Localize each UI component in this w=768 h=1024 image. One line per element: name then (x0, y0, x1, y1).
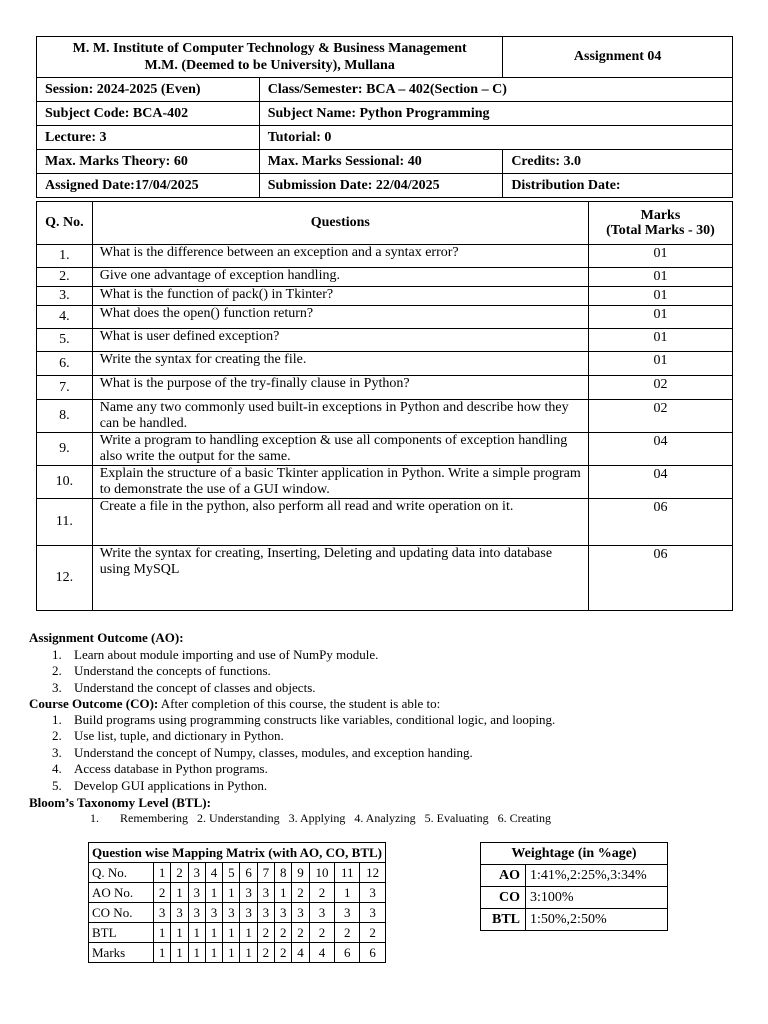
table-row (37, 329, 733, 352)
question-number: 8. (37, 400, 93, 433)
list-item: 5. Develop GUI applications in Python. (52, 777, 268, 793)
mapping-cell: 1 (275, 883, 292, 903)
mapping-cell: 3 (223, 903, 240, 923)
question-text: What does the open() function return? (92, 306, 588, 329)
co-heading-line (29, 696, 440, 712)
mapping-cell: 3 (171, 903, 188, 923)
table-row (37, 546, 733, 611)
mapping-cell: 11 (335, 863, 360, 883)
question-marks: 02 (588, 400, 732, 433)
question-marks: 01 (588, 287, 732, 306)
question-number: 12. (37, 546, 93, 611)
mapping-cell: 1 (171, 943, 188, 963)
mapping-cell: 5 (223, 863, 240, 883)
mapping-cell: 3 (292, 903, 309, 923)
mapping-cell: 3 (257, 883, 274, 903)
mapping-cell: 2 (335, 923, 360, 943)
mapping-cell: 2 (309, 923, 335, 943)
list-item-text: Understand the concepts of functions. (74, 663, 271, 679)
col-header-marks-line2: (Total Marks - 30) (606, 223, 715, 238)
btl-level: 1. Remembering (90, 811, 188, 825)
mapping-matrix (88, 842, 386, 963)
mapping-cell: 2 (275, 923, 292, 943)
mapping-cell: 1 (223, 923, 240, 943)
credits: Credits: 3.0 (503, 150, 733, 174)
table-row (481, 887, 668, 909)
mapping-cell: 6 (240, 863, 257, 883)
question-text: Write a program to handling exception & use all components of exception handling also write the output for the same. (92, 433, 588, 466)
mapping-row-label: AO No. (89, 883, 154, 903)
mapping-cell: 3 (188, 863, 205, 883)
weightage-value: 1:41%,2:25%,3:34% (526, 865, 668, 887)
header-table (36, 36, 733, 198)
list-item-text: Use list, tuple, and dictionary in Python. (74, 728, 284, 744)
mapping-cell: 1 (188, 943, 205, 963)
btl-level: 2. Understanding (196, 811, 280, 825)
mapping-cell: 2 (292, 883, 309, 903)
mapping-cell: 3 (240, 883, 257, 903)
table-row (89, 863, 386, 883)
table-row (37, 400, 733, 433)
mapping-cell: 1 (335, 883, 360, 903)
weightage-key: CO (481, 887, 526, 909)
question-number: 4. (37, 306, 93, 329)
btl-heading: Bloom’s Taxonomy Level (BTL): (29, 795, 211, 810)
ao-heading: Assignment Outcome (AO): (29, 630, 184, 645)
question-number: 10. (37, 466, 93, 499)
ao-list (52, 647, 378, 696)
weightage-value: 1:50%,2:50% (526, 909, 668, 931)
question-marks: 06 (588, 499, 732, 546)
table-row (37, 376, 733, 400)
mapping-row-label: Q. No. (89, 863, 154, 883)
list-item: 4. Access database in Python programs. (52, 761, 268, 777)
btl-level: 5. Evaluating (424, 811, 489, 825)
list-item-text: Understand the concept of classes and objects. (74, 679, 316, 695)
btl-levels (90, 811, 560, 826)
question-text: Write the syntax for creating, Inserting, Deleting and updating data into database using MySQL (92, 546, 588, 611)
mapping-title: Question wise Mapping Matrix (with AO, CO, BTL) (89, 843, 386, 863)
institute-line-1: M. M. Institute of Computer Technology & Business Management (72, 41, 467, 56)
mapping-cell: 3 (154, 903, 171, 923)
weightage-table (480, 842, 668, 931)
session: Session: 2024-2025 (Even) (37, 78, 260, 102)
mapping-cell: 1 (205, 883, 222, 903)
assignment-number: Assignment 04 (503, 37, 733, 78)
list-item: 2. Use list, tuple, and dictionary in Python. (52, 728, 284, 744)
weightage-key: BTL (481, 909, 526, 931)
max-marks-theory: Max. Marks Theory: 60 (37, 150, 260, 174)
mapping-cell: 6 (360, 943, 386, 963)
institute-line-2: M.M. (Deemed to be University), Mullana (144, 58, 395, 73)
co-list (52, 712, 555, 794)
mapping-cell: 7 (257, 863, 274, 883)
question-text: What is the difference between an exception and a syntax error? (92, 245, 588, 268)
mapping-row-label: BTL (89, 923, 154, 943)
mapping-cell: 4 (205, 863, 222, 883)
co-heading: Course Outcome (CO): (29, 696, 159, 711)
mapping-cell: 1 (240, 923, 257, 943)
table-row (37, 433, 733, 466)
mapping-cell: 3 (335, 903, 360, 923)
question-marks: 06 (588, 546, 732, 611)
mapping-cell: 6 (335, 943, 360, 963)
tutorial: Tutorial: 0 (259, 126, 732, 150)
mapping-cell: 8 (275, 863, 292, 883)
question-marks: 04 (588, 433, 732, 466)
mapping-cell: 2 (257, 923, 274, 943)
question-marks: 01 (588, 245, 732, 268)
mapping-cell: 1 (171, 923, 188, 943)
mapping-cell: 1 (205, 923, 222, 943)
question-number: 7. (37, 376, 93, 400)
mapping-cell: 1 (171, 883, 188, 903)
table-row (37, 499, 733, 546)
weightage-title: Weightage (in %age) (481, 843, 668, 865)
mapping-cell: 3 (360, 903, 386, 923)
assigned-date: Assigned Date:17/04/2025 (37, 174, 260, 198)
mapping-cell: 1 (154, 943, 171, 963)
question-text: Explain the structure of a basic Tkinter application in Python. Write a simple program to demonstrate the use of a GUI window. (92, 466, 588, 499)
mapping-cell: 2 (171, 863, 188, 883)
table-row (37, 466, 733, 499)
table-row (481, 865, 668, 887)
list-item-text: Access database in Python programs. (74, 761, 268, 777)
question-marks: 02 (588, 376, 732, 400)
mapping-cell: 1 (188, 923, 205, 943)
weightage-value: 3:100% (526, 887, 668, 909)
mapping-cell: 2 (154, 883, 171, 903)
table-row (37, 352, 733, 376)
mapping-cell: 2 (275, 943, 292, 963)
mapping-cell: 1 (205, 943, 222, 963)
question-text: What is the function of pack() in Tkinter? (92, 287, 588, 306)
btl-level: 6. Creating (497, 811, 551, 825)
mapping-cell: 2 (292, 923, 309, 943)
question-number: 5. (37, 329, 93, 352)
mapping-cell: 3 (205, 903, 222, 923)
mapping-cell: 1 (154, 863, 171, 883)
submission-date: Submission Date: 22/04/2025 (259, 174, 503, 198)
class-semester: Class/Semester: BCA – 402(Section – C) (259, 78, 732, 102)
mapping-cell: 3 (188, 903, 205, 923)
list-item-text: Understand the concept of Numpy, classes, modules, and exception handing. (74, 744, 473, 760)
table-row (89, 883, 386, 903)
question-text: What is the purpose of the try-finally clause in Python? (92, 376, 588, 400)
question-text: Create a file in the python, also perform all read and write operation on it. (92, 499, 588, 546)
question-number: 11. (37, 499, 93, 546)
table-row (89, 943, 386, 963)
mapping-cell: 3 (188, 883, 205, 903)
table-row (37, 306, 733, 329)
btl-level: 4. Analyzing (354, 811, 416, 825)
table-row (89, 923, 386, 943)
question-marks: 01 (588, 352, 732, 376)
mapping-cell: 1 (223, 883, 240, 903)
list-item-text: Learn about module importing and use of NumPy module. (74, 647, 379, 662)
weightage-key: AO (481, 865, 526, 887)
mapping-cell: 4 (309, 943, 335, 963)
btl-level: 3. Applying (288, 811, 346, 825)
mapping-body (89, 863, 386, 963)
question-text: Give one advantage of exception handling. (92, 268, 588, 287)
mapping-cell: 3 (257, 903, 274, 923)
mapping-cell: 9 (292, 863, 309, 883)
question-marks: 04 (588, 466, 732, 499)
list-item-text: Build programs using programming constructs like variables, conditional logic, and looping. (74, 712, 556, 727)
mapping-row-label: Marks (89, 943, 154, 963)
question-number: 3. (37, 287, 93, 306)
lecture: Lecture: 3 (37, 126, 260, 150)
question-text: Name any two commonly used built-in exceptions in Python and describe how they can be handled. (92, 400, 588, 433)
list-item: 1. Learn about module importing and use of NumPy module. (52, 647, 379, 662)
mapping-cell: 2 (360, 923, 386, 943)
question-number: 1. (37, 245, 93, 268)
weightage-body (481, 865, 668, 931)
question-text: What is user defined exception? (92, 329, 588, 352)
co-intro: After completion of this course, the student is able to: (158, 696, 441, 711)
col-header-marks (588, 202, 732, 245)
table-row (37, 268, 733, 287)
max-marks-sessional: Max. Marks Sessional: 40 (259, 150, 503, 174)
list-item: 2. Understand the concepts of functions. (52, 663, 271, 679)
questions-table (36, 201, 733, 611)
question-marks: 01 (588, 329, 732, 352)
mapping-cell: 2 (309, 883, 335, 903)
subject-code: Subject Code: BCA-402 (37, 102, 260, 126)
mapping-cell: 4 (292, 943, 309, 963)
mapping-cell: 3 (275, 903, 292, 923)
question-number: 9. (37, 433, 93, 466)
mapping-cell: 12 (360, 863, 386, 883)
mapping-cell: 1 (154, 923, 171, 943)
col-header-marks-line1: Marks (640, 208, 681, 223)
question-text: Write the syntax for creating the file. (92, 352, 588, 376)
mapping-cell: 10 (309, 863, 335, 883)
list-item: 3. Understand the concept of Numpy, classes, modules, and exception handing. (52, 744, 473, 760)
col-header-qno: Q. No. (37, 202, 93, 245)
col-header-questions: Questions (92, 202, 588, 245)
table-row (37, 287, 733, 306)
question-marks: 01 (588, 306, 732, 329)
mapping-cell: 3 (240, 903, 257, 923)
mapping-cell: 1 (240, 943, 257, 963)
mapping-cell: 3 (360, 883, 386, 903)
mapping-cell: 3 (309, 903, 335, 923)
questions-body (37, 245, 733, 611)
table-row (37, 245, 733, 268)
table-row (89, 903, 386, 923)
mapping-cell: 2 (257, 943, 274, 963)
list-item: 3. Understand the concept of classes and objects. (52, 679, 316, 695)
mapping-row-label: CO No. (89, 903, 154, 923)
subject-name: Subject Name: Python Programming (259, 102, 732, 126)
distribution-date: Distribution Date: (503, 174, 733, 198)
list-item: 1. Build programs using programming constructs like variables, conditional logic, and looping. (52, 712, 556, 727)
institute-name (37, 37, 503, 78)
list-item-text: Develop GUI applications in Python. (74, 777, 268, 793)
question-number: 6. (37, 352, 93, 376)
mapping-cell: 1 (223, 943, 240, 963)
question-number: 2. (37, 268, 93, 287)
table-row (481, 909, 668, 931)
question-marks: 01 (588, 268, 732, 287)
